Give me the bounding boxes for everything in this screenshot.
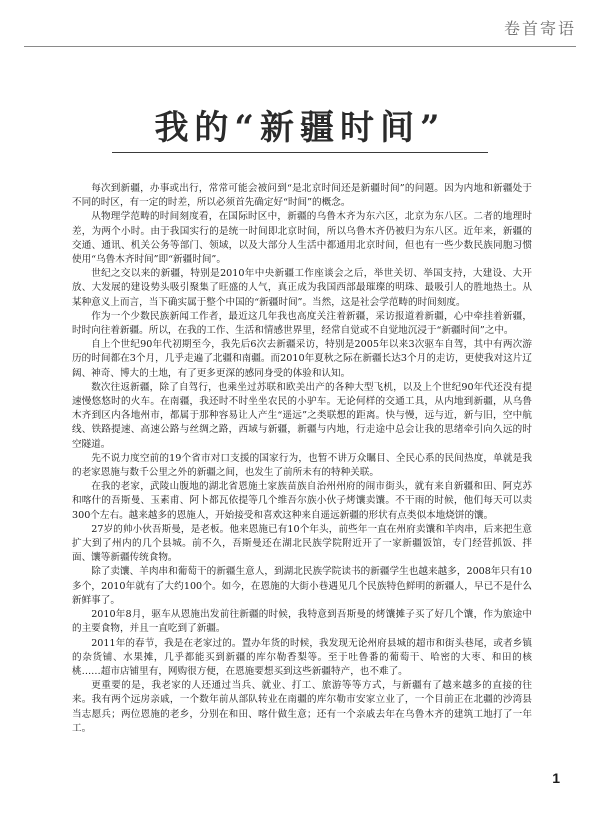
paragraph: 在我的老家，武陵山腹地的湖北省恩施土家族苗族自治州州府的闹市街头，就有来自新疆和田、阿克苏和喀什的吾斯曼、玉素甫、阿卜都瓦依提等几个维吾尔族小伙子烤馕卖馕。不干雨的时候，他们每天可以卖300个左右。越来越多的恩施人，开始接受和喜欢这种来自遥远新疆的形状有点类似本地烧饼的馕。 — [72, 481, 532, 521]
header-divider — [24, 46, 576, 47]
page-number: 1 — [552, 770, 560, 786]
paragraph: 数次往返新疆，除了自驾行，也乘坐过苏联和欧美出产的各种大型飞机，以及上个世纪90年代还没有提速慢悠悠时的火车。在南疆，我还时不时坐坐农民的小驴车。无论何样的交通工具，从内地到新疆，从乌鲁木齐到区内各地州市，都属于那种容易让人产生“遥远”之类联想的距离。快与慢，远与近，新与旧，空中航线、铁路提速、高速公路与丝绸之路，西域与新疆，新疆与内地，行走途中总会让我的思绪牵引向久远的时空隧道。 — [72, 381, 532, 450]
paragraph: 作为一个少数民族新闻工作者，最近这几年我也高度关注着新疆，采访报道着新疆，心中牵挂着新疆，时时向往着新疆。所以，在我的工作、生活和情感世界里，经常自觉或不自觉地沉浸于“新疆时间”之中。 — [72, 310, 532, 337]
paragraph: 每次到新疆，办事或出行，常常可能会被问到“是北京时间还是新疆时间”的问题。因为内地和新疆处于不同的时区，有一定的时差，所以必须首先确定好“时间”的概念。 — [72, 183, 532, 209]
paragraph: 更重要的是，我老家的人还通过当兵、就业、打工、旅游等等方式，与新疆有了越来越多的直接的往来。我有两个远房亲戚，一个数年前从部队转业在南疆的库尔勒市安家立业了，一个目前正在北疆的沙湾县当志愿兵；两位恩施的老乡，分别在和田、喀什做生意；还有一个亲戚去年在乌鲁木齐的建筑工地打了一年工。 — [72, 680, 532, 734]
paragraph: 除了卖馕、羊肉串和葡萄干的新疆生意人，到湖北民族学院读书的新疆学生也越来越多，2008年只有10多个，2010年就有了大约100个。如今，在恩施的大街小巷遇见几个民族特色鲜明的新疆人，早已不是什么新鲜事了。 — [72, 566, 532, 606]
paragraph: 27岁的帅小伙吾斯曼，是老板。他来恩施已有10个年头，前些年一直在州府卖馕和羊肉串，后来把生意扩大到了州内的几个县城。前不久，吾斯曼还在湖北民族学院附近开了一家新疆饭馆，专门经营抓饭、拌面、馕等新疆传统食物。 — [72, 523, 532, 564]
paragraph: 2011年的春节，我是在老家过的。置办年货的时候，我发现无论州府县城的超市和街头巷尾，或者乡镇的杂货铺、水果摊，几乎都能买到新疆的库尔勒香梨等。至于吐鲁番的葡萄干、哈密的大枣、和田的核桃……超市店铺里有，网购很方便，在恩施要想买到这些新疆特产，也不难了。 — [72, 637, 532, 677]
paragraph: 2010年8月，驱车从恩施出发前往新疆的时候，我特意到吾斯曼的烤馕摊子买了好几个馕，作为旅途中的主要食物，并且一直吃到了新疆。 — [72, 609, 532, 635]
paragraph: 自上个世纪90年代初期至今，我先后6次去新疆采访，特别是2005年以来3次驱车自驾，其中有两次游历的时间都在3个月，几乎走遍了北疆和南疆。而2010年夏秋之际在新疆长达3个月的走访，更使我对这片辽阔、神奇、博大的土地，有了更多更深的感同身受的体验和认知。 — [72, 339, 532, 379]
title-divider — [112, 152, 488, 153]
paragraph: 世纪之交以来的新疆，特别是2010年中央新疆工作座谈会之后，举世关切、举国支持，大建设、大开放、大发展的建设势头吸引聚集了旺盛的人气，真正成为我国西部最璀璨的明珠、最吸引人的胜地热土。从某种意义上而言，当下确实属于整个中国的“新疆时间”。当然，这是社会学范畴的时间刻度。 — [72, 268, 532, 308]
article-body — [72, 182, 532, 736]
paragraph: 先不说力度空前的19个省市对口支援的国家行为，也暂不讲万众瞩目、全民心系的民间热度，单就是我的老家恩施与数千公里之外的新疆之间，也发生了前所未有的特种关联。 — [72, 452, 532, 479]
article-title: 我的“新疆时间” — [154, 108, 446, 148]
section-label: 卷首寄语 — [503, 19, 576, 38]
paragraph: 从物理学范畴的时间刻度看，在国际时区中，新疆的乌鲁木齐为东六区，北京为东八区。二者的地理时差，为两个小时。由于我国实行的是统一时间即北京时间，所以乌鲁木齐仍被归为东八区。近年来，新疆的交通、通讯、机关公务等部门、领域，以及大部分人生活中都通用北京时间，但也有一些少数民族同胞习惯使用“乌鲁木齐时间”即“新疆时间”。 — [72, 211, 532, 266]
